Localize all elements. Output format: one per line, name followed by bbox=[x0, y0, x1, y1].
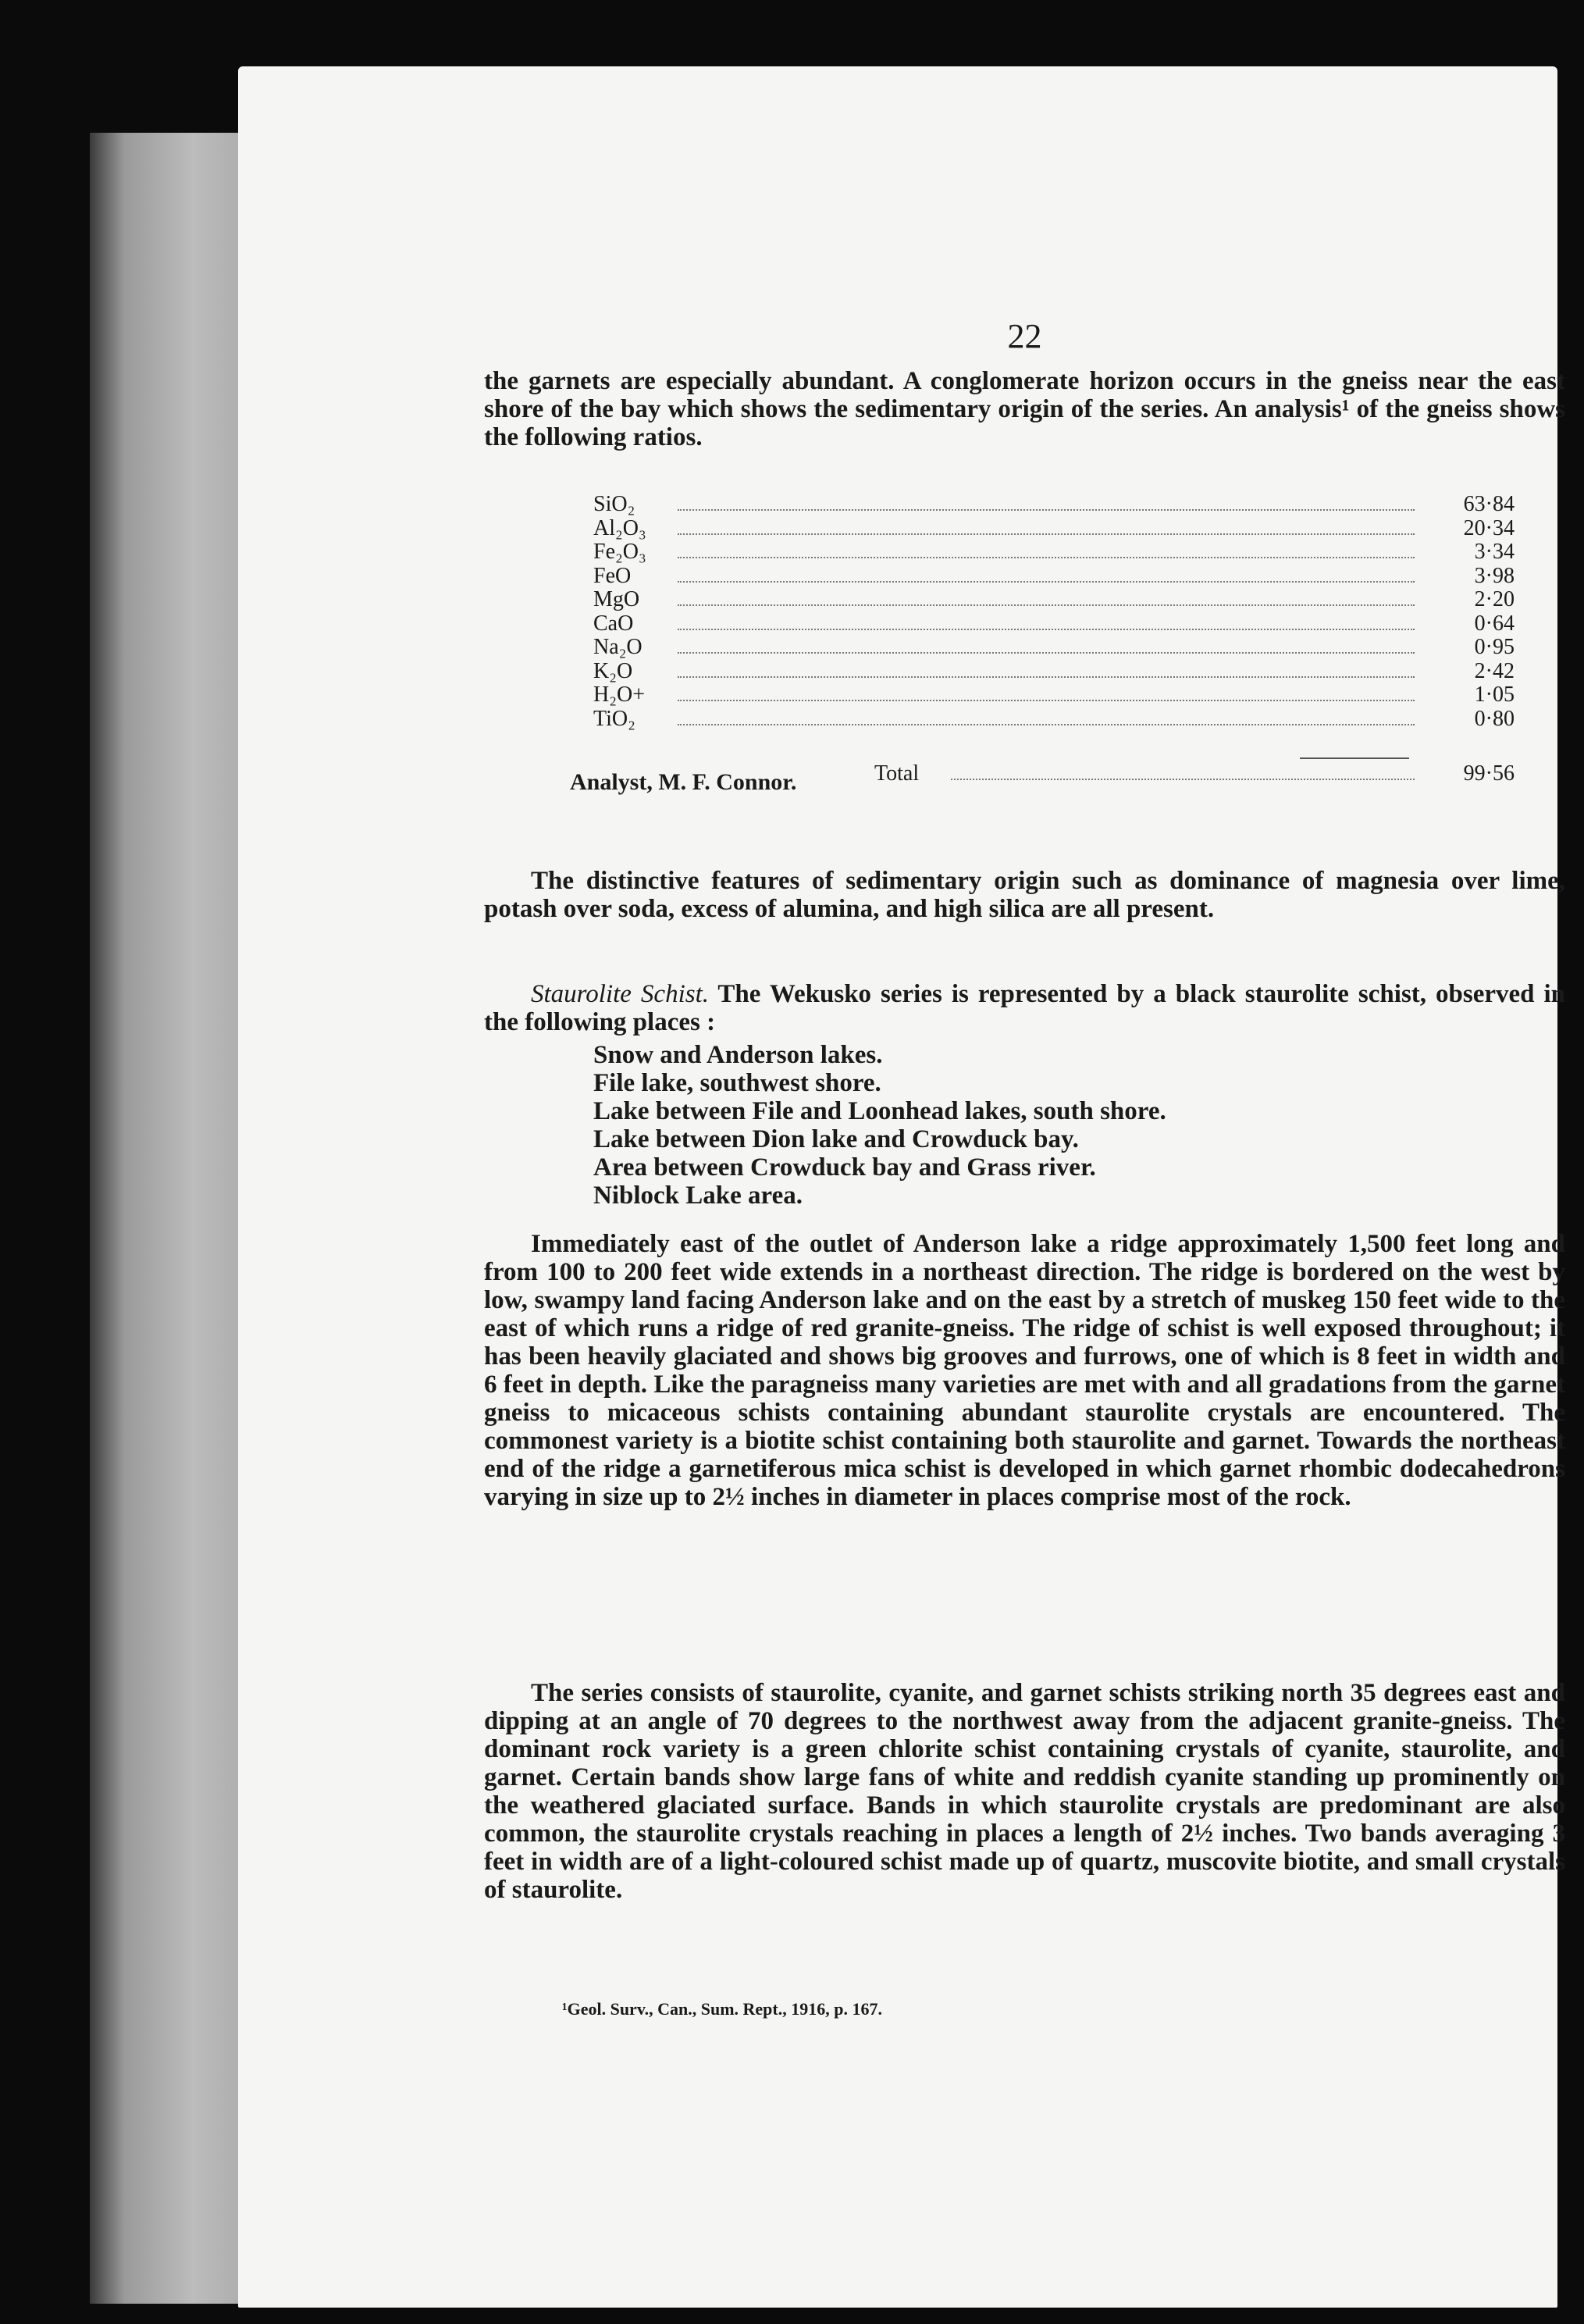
leader-dots bbox=[678, 533, 1415, 535]
list-item: Lake between File and Loonhead lakes, south shore. bbox=[593, 1097, 1166, 1125]
analysis-row bbox=[593, 492, 1515, 516]
analysis-formula: Na₂O bbox=[593, 635, 642, 659]
analysis-row bbox=[593, 587, 1515, 611]
analysis-row bbox=[593, 683, 1515, 707]
analysis-row bbox=[593, 611, 1515, 636]
analysis-row bbox=[593, 564, 1515, 588]
analysis-formula: FeO bbox=[593, 563, 632, 588]
analysis-formula: H₂O+ bbox=[593, 683, 645, 707]
analysis-value: 63·84 bbox=[1463, 492, 1515, 516]
series-paragraph: The series consists of staurolite, cyanite, and garnet schists striking north 35 degrees east and dipping at an angle of 70 degrees to the northwest away from the adjacent granite-gneiss. The dominant rock variety is a green chlorite schist containing crystals of cyanite, staurolite, and garnet. Certain bands show large fans of white and reddish cyanite standing up prominently on the weathered glaciated surface. Bands in which staurolite crystals are predominant are also common, the staurolite crystals reaching in places a length of 2½ inches. Two bands averaging 3 feet in width are of a light-coloured schist made up of quartz, muscovite biotite, and small crystals of staurolite. bbox=[484, 1679, 1565, 1904]
places-list bbox=[593, 1041, 1166, 1210]
analysis-formula: Al₂O₃ bbox=[593, 515, 646, 540]
analysis-formula: CaO bbox=[593, 611, 634, 636]
analysis-value: 1·05 bbox=[1474, 683, 1515, 707]
analysis-row bbox=[593, 707, 1515, 731]
analysis-value: 20·34 bbox=[1463, 515, 1515, 540]
leader-dots bbox=[678, 700, 1415, 701]
analysis-value: 0·64 bbox=[1474, 611, 1515, 636]
total-rule bbox=[1300, 757, 1409, 759]
leader-dots bbox=[951, 779, 1415, 780]
analysis-value: 0·95 bbox=[1474, 635, 1515, 659]
analysis-value: 3·34 bbox=[1474, 540, 1515, 564]
anderson-paragraph: Immediately east of the outlet of Anderson lake a ridge approximately 1,500 feet long and from 100 to 200 feet wide extends in a northeast direction. The ridge is bordered on the west by low, swampy land facing Anderson lake and on the east by a stretch of muskeg 150 feet wide to the east of which runs a ridge of red granite-gneiss. The ridge of schist is well exposed throughout; it has been heavily glaciated and shows big grooves and furrows, one of which is 8 feet in width and 6 feet in depth. Like the paragneiss many varieties are met with and all gradations from the garnet gneiss to micaceous schists containing abundant staurolite crystals are encountered. The commonest variety is a biotite schist containing both staurolite and garnet. Towards the northeast end of the ridge a garnetiferous mica schist is developed in which garnet rhombic dodecahedrons varying in size up to 2½ inches in diameter in places comprise most of the rock. bbox=[484, 1230, 1565, 1511]
analyst-credit: Analyst, M. F. Connor. bbox=[570, 769, 797, 795]
analysis-value: 2·42 bbox=[1474, 658, 1515, 683]
leader-dots bbox=[678, 557, 1415, 558]
features-paragraph: The distinctive features of sedimentary origin such as dominance of magnesia over lime, potash over soda, excess of alumina, and high silica are all present. bbox=[484, 867, 1565, 923]
intro-paragraph: the garnets are especially abundant. A conglomerate horizon occurs in the gneiss near the east shore of the bay which shows the sedimentary origin of the series. An analysis¹ of the gneiss shows the following ratios. bbox=[484, 367, 1565, 451]
analysis-row bbox=[593, 635, 1515, 659]
list-item: File lake, southwest shore. bbox=[593, 1069, 881, 1097]
analysis-row bbox=[593, 659, 1515, 683]
footnote: ¹Geol. Surv., Can., Sum. Rept., 1916, p. 167. bbox=[562, 1999, 882, 2019]
analysis-formula: MgO bbox=[593, 587, 640, 611]
analysis-formula: Fe₂O₃ bbox=[593, 540, 646, 564]
analysis-table bbox=[593, 492, 1515, 730]
analysis-total-row bbox=[874, 761, 1515, 786]
page-content bbox=[484, 66, 1565, 2308]
analysis-formula: TiO₂ bbox=[593, 706, 635, 731]
total-label: Total bbox=[874, 761, 920, 786]
analysis-row bbox=[593, 516, 1515, 540]
staurolite-paragraph bbox=[484, 980, 1565, 1036]
leader-dots bbox=[678, 604, 1415, 606]
list-item: Area between Crowduck bay and Grass river. bbox=[593, 1153, 1096, 1182]
leader-dots bbox=[678, 676, 1415, 678]
analysis-value: 0·80 bbox=[1474, 706, 1515, 731]
staurolite-heading: Staurolite Schist. bbox=[531, 980, 710, 1008]
list-item: Niblock Lake area. bbox=[593, 1182, 803, 1210]
leader-dots bbox=[678, 509, 1415, 511]
leader-dots bbox=[678, 629, 1415, 630]
analysis-value: 2·20 bbox=[1474, 587, 1515, 611]
staurolite-intro: The Wekusko series is represented by a black staurolite schist, observed in the following places : bbox=[484, 980, 1566, 1036]
page-number: 22 bbox=[1007, 317, 1042, 355]
total-value: 99·56 bbox=[1463, 761, 1515, 786]
analysis-formula: K₂O bbox=[593, 658, 633, 683]
analysis-formula: SiO₂ bbox=[593, 492, 635, 516]
analysis-row bbox=[593, 540, 1515, 564]
document-page bbox=[238, 66, 1566, 2308]
leader-dots bbox=[678, 581, 1415, 583]
leader-dots bbox=[678, 724, 1415, 725]
list-item: Lake between Dion lake and Crowduck bay. bbox=[593, 1125, 1079, 1153]
underlying-page-edge bbox=[90, 133, 262, 2304]
leader-dots bbox=[678, 652, 1415, 654]
analysis-value: 3·98 bbox=[1474, 563, 1515, 588]
list-item: Snow and Anderson lakes. bbox=[593, 1041, 883, 1069]
